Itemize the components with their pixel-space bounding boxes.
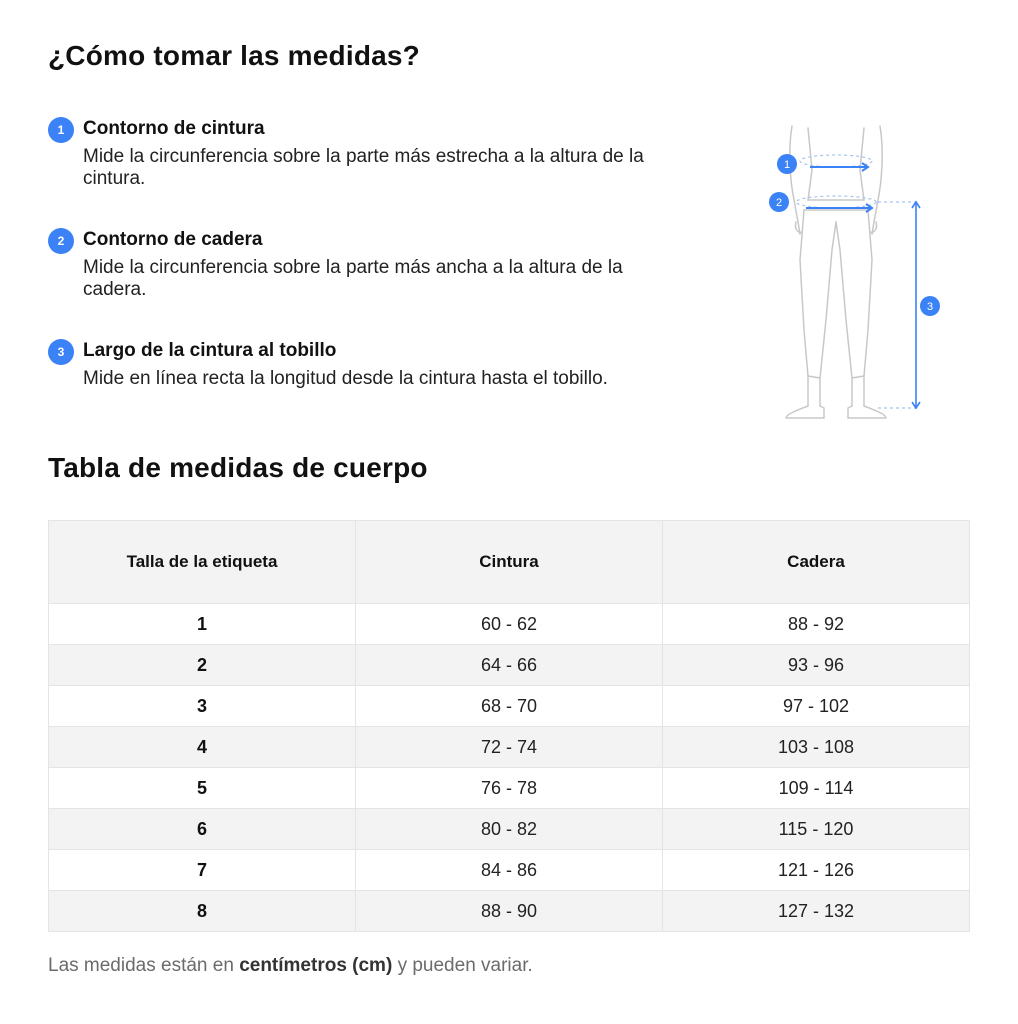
table-row [49, 809, 970, 850]
table-row [49, 891, 970, 932]
note-unit: centímetros (cm) [239, 955, 393, 976]
table-row [49, 768, 970, 809]
waist-cell: 64 - 66 [356, 645, 663, 686]
step-title: Largo de la cintura al tobillo [83, 340, 337, 361]
table-header-row [49, 521, 970, 604]
hip-cell: 93 - 96 [663, 645, 970, 686]
waist-cell: 76 - 78 [356, 768, 663, 809]
note-prefix: Las medidas están en [48, 955, 240, 976]
header-waist: Cintura [356, 521, 663, 604]
hip-cell: 103 - 108 [663, 727, 970, 768]
table-row [49, 850, 970, 891]
size-cell: 1 [49, 604, 356, 645]
waist-cell: 84 - 86 [356, 850, 663, 891]
table-row [49, 727, 970, 768]
units-note [48, 955, 533, 977]
step-number-badge: 2 [48, 228, 74, 254]
page-title: ¿Cómo tomar las medidas? [48, 40, 420, 71]
hip-cell: 88 - 92 [663, 604, 970, 645]
note-suffix: y pueden variar. [392, 955, 533, 976]
step-description: Mide la circunferencia sobre la parte más estrecha a la altura de la cintura. [83, 146, 644, 189]
table-row [49, 645, 970, 686]
header-size: Talla de la etiqueta [49, 521, 356, 604]
body-measurement-illustration [760, 110, 960, 430]
marker-3: 3 [926, 301, 934, 313]
step-hip [48, 225, 678, 305]
size-cell: 5 [49, 768, 356, 809]
step-number-badge: 3 [48, 339, 74, 365]
waist-cell: 60 - 62 [356, 604, 663, 645]
size-cell: 7 [49, 850, 356, 891]
hip-cell: 121 - 126 [663, 850, 970, 891]
table-row [49, 604, 970, 645]
waist-cell: 80 - 82 [356, 809, 663, 850]
step-waist [48, 114, 678, 194]
size-cell: 4 [49, 727, 356, 768]
body-measurement-icon [760, 110, 960, 430]
size-cell: 6 [49, 809, 356, 850]
step-description: Mide en línea recta la longitud desde la cintura hasta el tobillo. [83, 368, 608, 389]
table-row [49, 686, 970, 727]
step-number-badge: 1 [48, 117, 74, 143]
size-cell: 2 [49, 645, 356, 686]
size-table [48, 520, 970, 932]
waist-cell: 72 - 74 [356, 727, 663, 768]
step-title: Contorno de cadera [83, 229, 263, 250]
waist-cell: 88 - 90 [356, 891, 663, 932]
hip-cell: 97 - 102 [663, 686, 970, 727]
marker-1: 1 [783, 159, 791, 171]
step-length [48, 336, 678, 396]
hip-cell: 127 - 132 [663, 891, 970, 932]
header-hip: Cadera [663, 521, 970, 604]
hip-cell: 115 - 120 [663, 809, 970, 850]
step-description: Mide la circunferencia sobre la parte más ancha a la altura de la cadera. [83, 257, 623, 300]
marker-2: 2 [775, 197, 783, 209]
size-cell: 3 [49, 686, 356, 727]
size-cell: 8 [49, 891, 356, 932]
hip-cell: 109 - 114 [663, 768, 970, 809]
waist-cell: 68 - 70 [356, 686, 663, 727]
table-title: Tabla de medidas de cuerpo [48, 452, 428, 483]
step-title: Contorno de cintura [83, 118, 265, 139]
